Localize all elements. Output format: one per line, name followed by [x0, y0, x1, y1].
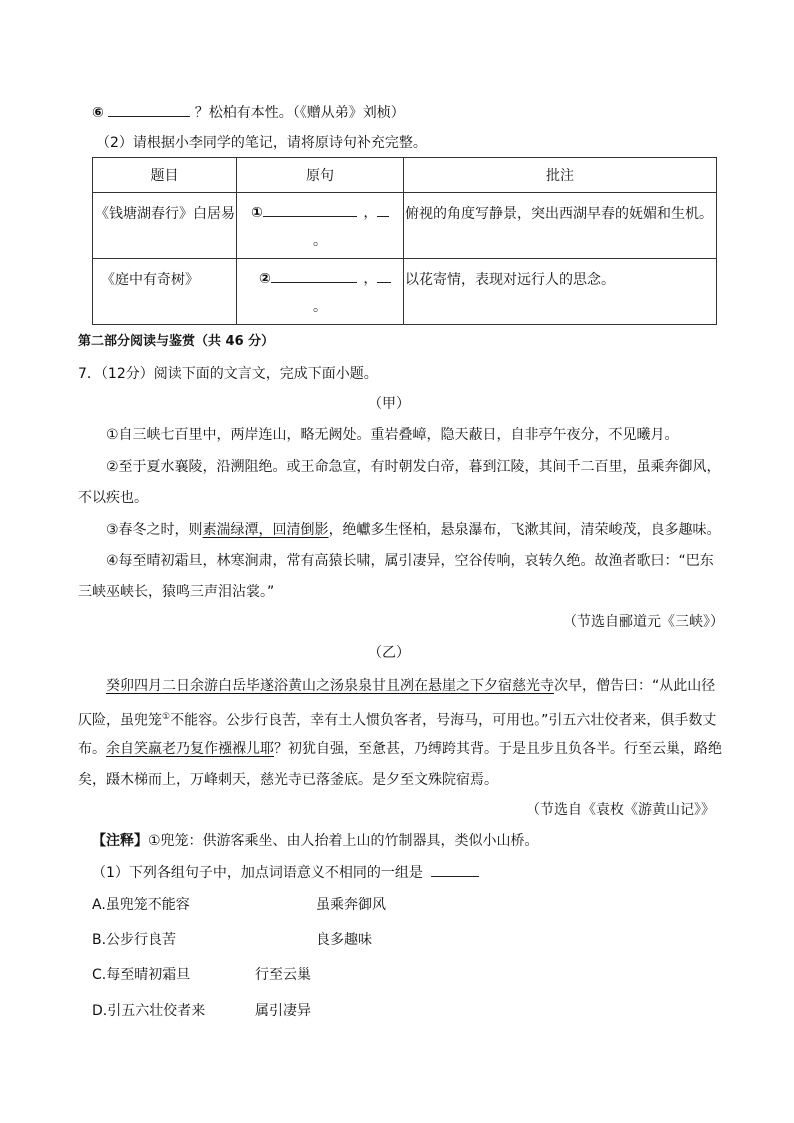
- jia-label: （甲）: [368, 396, 410, 412]
- footnote-text: ①兜笼：供游客乘坐、由人抬着上山的竹制器具，类似小山桥。: [148, 833, 539, 849]
- row1-end: 。: [313, 233, 327, 249]
- answer-blank-row1-a[interactable]: [263, 202, 357, 217]
- row2-num: ②: [259, 271, 271, 287]
- table-row: [93, 193, 717, 259]
- item-6-text: ？松柏有本性。（《赠从弟》刘桢）: [194, 105, 405, 121]
- q7-prompt: 7．（12分）阅读下面的文言文，完成下面小题。: [78, 366, 378, 382]
- sub1-line: [92, 862, 479, 883]
- passage-jia-p4-line2: 三峡巫峡长，猿鸣三声泪沾裳。”: [78, 584, 275, 600]
- row2-note: 以花寄情，表现对远行人的思念。: [404, 259, 717, 325]
- row1-original: [237, 193, 404, 259]
- option-d-right: 属引凄异: [255, 1003, 311, 1019]
- row1-title: 《钱塘湖春行》白居易: [93, 193, 237, 259]
- item-6-number: ⑥: [92, 105, 104, 121]
- sub2-prompt: （2）请根据小李同学的笔记，请将原诗句补充完整。: [96, 135, 427, 151]
- answer-blank-sub1[interactable]: [431, 862, 479, 877]
- option-b-right: 良多趣味: [316, 932, 372, 948]
- header-title: 题目: [93, 158, 237, 193]
- option-b-left[interactable]: B.公步行良苦: [92, 932, 177, 948]
- p3-underlined: 素湍绿潭，回清倒影: [202, 522, 329, 538]
- yi-line2-text-a: 仄险，虽兜笼: [78, 712, 162, 729]
- passage-jia-p2-line1: ②至于夏水襄陵，沿溯阻绝。或王命急宣，有时朝发白帝，暮到江陵，其间千二百里，虽乘奔御风，: [106, 459, 721, 475]
- row2-title: 《庭中有奇树》: [93, 259, 237, 325]
- answer-blank-row2-b[interactable]: [377, 268, 391, 283]
- yi-line3-text-a: 布。: [78, 741, 106, 757]
- p3-text-b: ，绝巘多生怪柏，悬泉瀑布，飞漱其间，清荣峻茂，良多趣味。: [328, 522, 721, 538]
- footnote-label: 【注释】: [92, 833, 148, 849]
- option-a-left[interactable]: A.虽兜笼不能容: [92, 897, 190, 913]
- yi-label: （乙）: [368, 645, 410, 661]
- passage-yi-line2: [78, 707, 716, 731]
- footnote-marker: ①: [162, 712, 171, 722]
- jia-source: （节选自郦道元《三峡》）: [563, 614, 724, 630]
- option-c-right: 行至云巢: [255, 967, 311, 983]
- row2-original: [237, 259, 404, 325]
- option-c-left[interactable]: C.每至晴初霜旦: [92, 967, 191, 983]
- footnote: [92, 831, 539, 851]
- passage-jia-p3: [106, 520, 721, 540]
- row1-sep: ，: [363, 205, 378, 221]
- table-row: [93, 259, 717, 325]
- item-6-line: [92, 102, 405, 123]
- table-header-row: [93, 158, 717, 193]
- row2-end: 。: [313, 299, 327, 315]
- sub1-prompt: （1）下列各组句子中，加点词语意义不相同的一组是: [92, 865, 423, 881]
- yi-line2-text-b: 不能容。公步行良苦，幸有土人惯负客者，号海马，可用也。”引五六壮佼者来，俱手数丈: [170, 712, 717, 729]
- yi-line3-underlined: 余自笑羸老乃复作襁褓儿耶: [106, 741, 274, 757]
- answer-blank-row2-a[interactable]: [271, 268, 357, 283]
- header-note: 批注: [404, 158, 717, 193]
- yi-line3-text-b: ？初犹自强，至惫甚，乃缚跨其背。于是且步且负各半。行至云巢，路绝: [274, 741, 722, 757]
- passage-jia-p4-line1: ④每至晴初霜旦，林寒涧肃，常有高猿长啸，属引凄异，空谷传响，哀转久绝。故渔者歌曰：“巴东: [106, 553, 714, 569]
- option-d-left[interactable]: D.引五六壮佼者来: [92, 1003, 206, 1019]
- row1-num: ①: [251, 205, 263, 221]
- passage-jia-p2-line2: 不以疾也。: [78, 490, 148, 506]
- passage-yi-line4: 矣，蹑木梯而上，万峰刺天，慈光寺已落釜底。是夕至文殊院宿焉。: [78, 772, 498, 788]
- passage-yi-line1: [106, 676, 715, 696]
- yi-line1-underlined: 癸卯四月二日余游白岳毕遂浴黄山之汤泉泉甘且冽在悬崖之下夕宿慈光寺: [106, 678, 554, 694]
- answer-blank-6[interactable]: [108, 102, 190, 117]
- p3-text-a: ③春冬之时，则: [106, 522, 203, 538]
- option-a-right: 虽乘奔御风: [316, 897, 386, 913]
- poem-notes-table: [92, 157, 717, 325]
- header-original: 原句: [237, 158, 404, 193]
- yi-line1-text: 次早，僧告曰：“从此山径: [554, 678, 716, 694]
- row1-note: 俯视的角度写静景，突出西湖早春的妩媚和生机。: [404, 193, 717, 259]
- passage-yi-line3: [78, 739, 722, 759]
- answer-blank-row1-b[interactable]: [377, 202, 389, 217]
- part2-heading: 第二部分阅读与鉴赏（共 46 分）: [78, 334, 275, 349]
- yi-source: （节选自《袁枚《游黄山记》》: [526, 802, 715, 818]
- passage-jia-p1: ①自三峡七百里中，两岸连山，略无阙处。重岩叠嶂，隐天蔽日，自非亭午夜分，不见曦月。: [106, 427, 679, 443]
- row2-sep: ，: [363, 271, 378, 287]
